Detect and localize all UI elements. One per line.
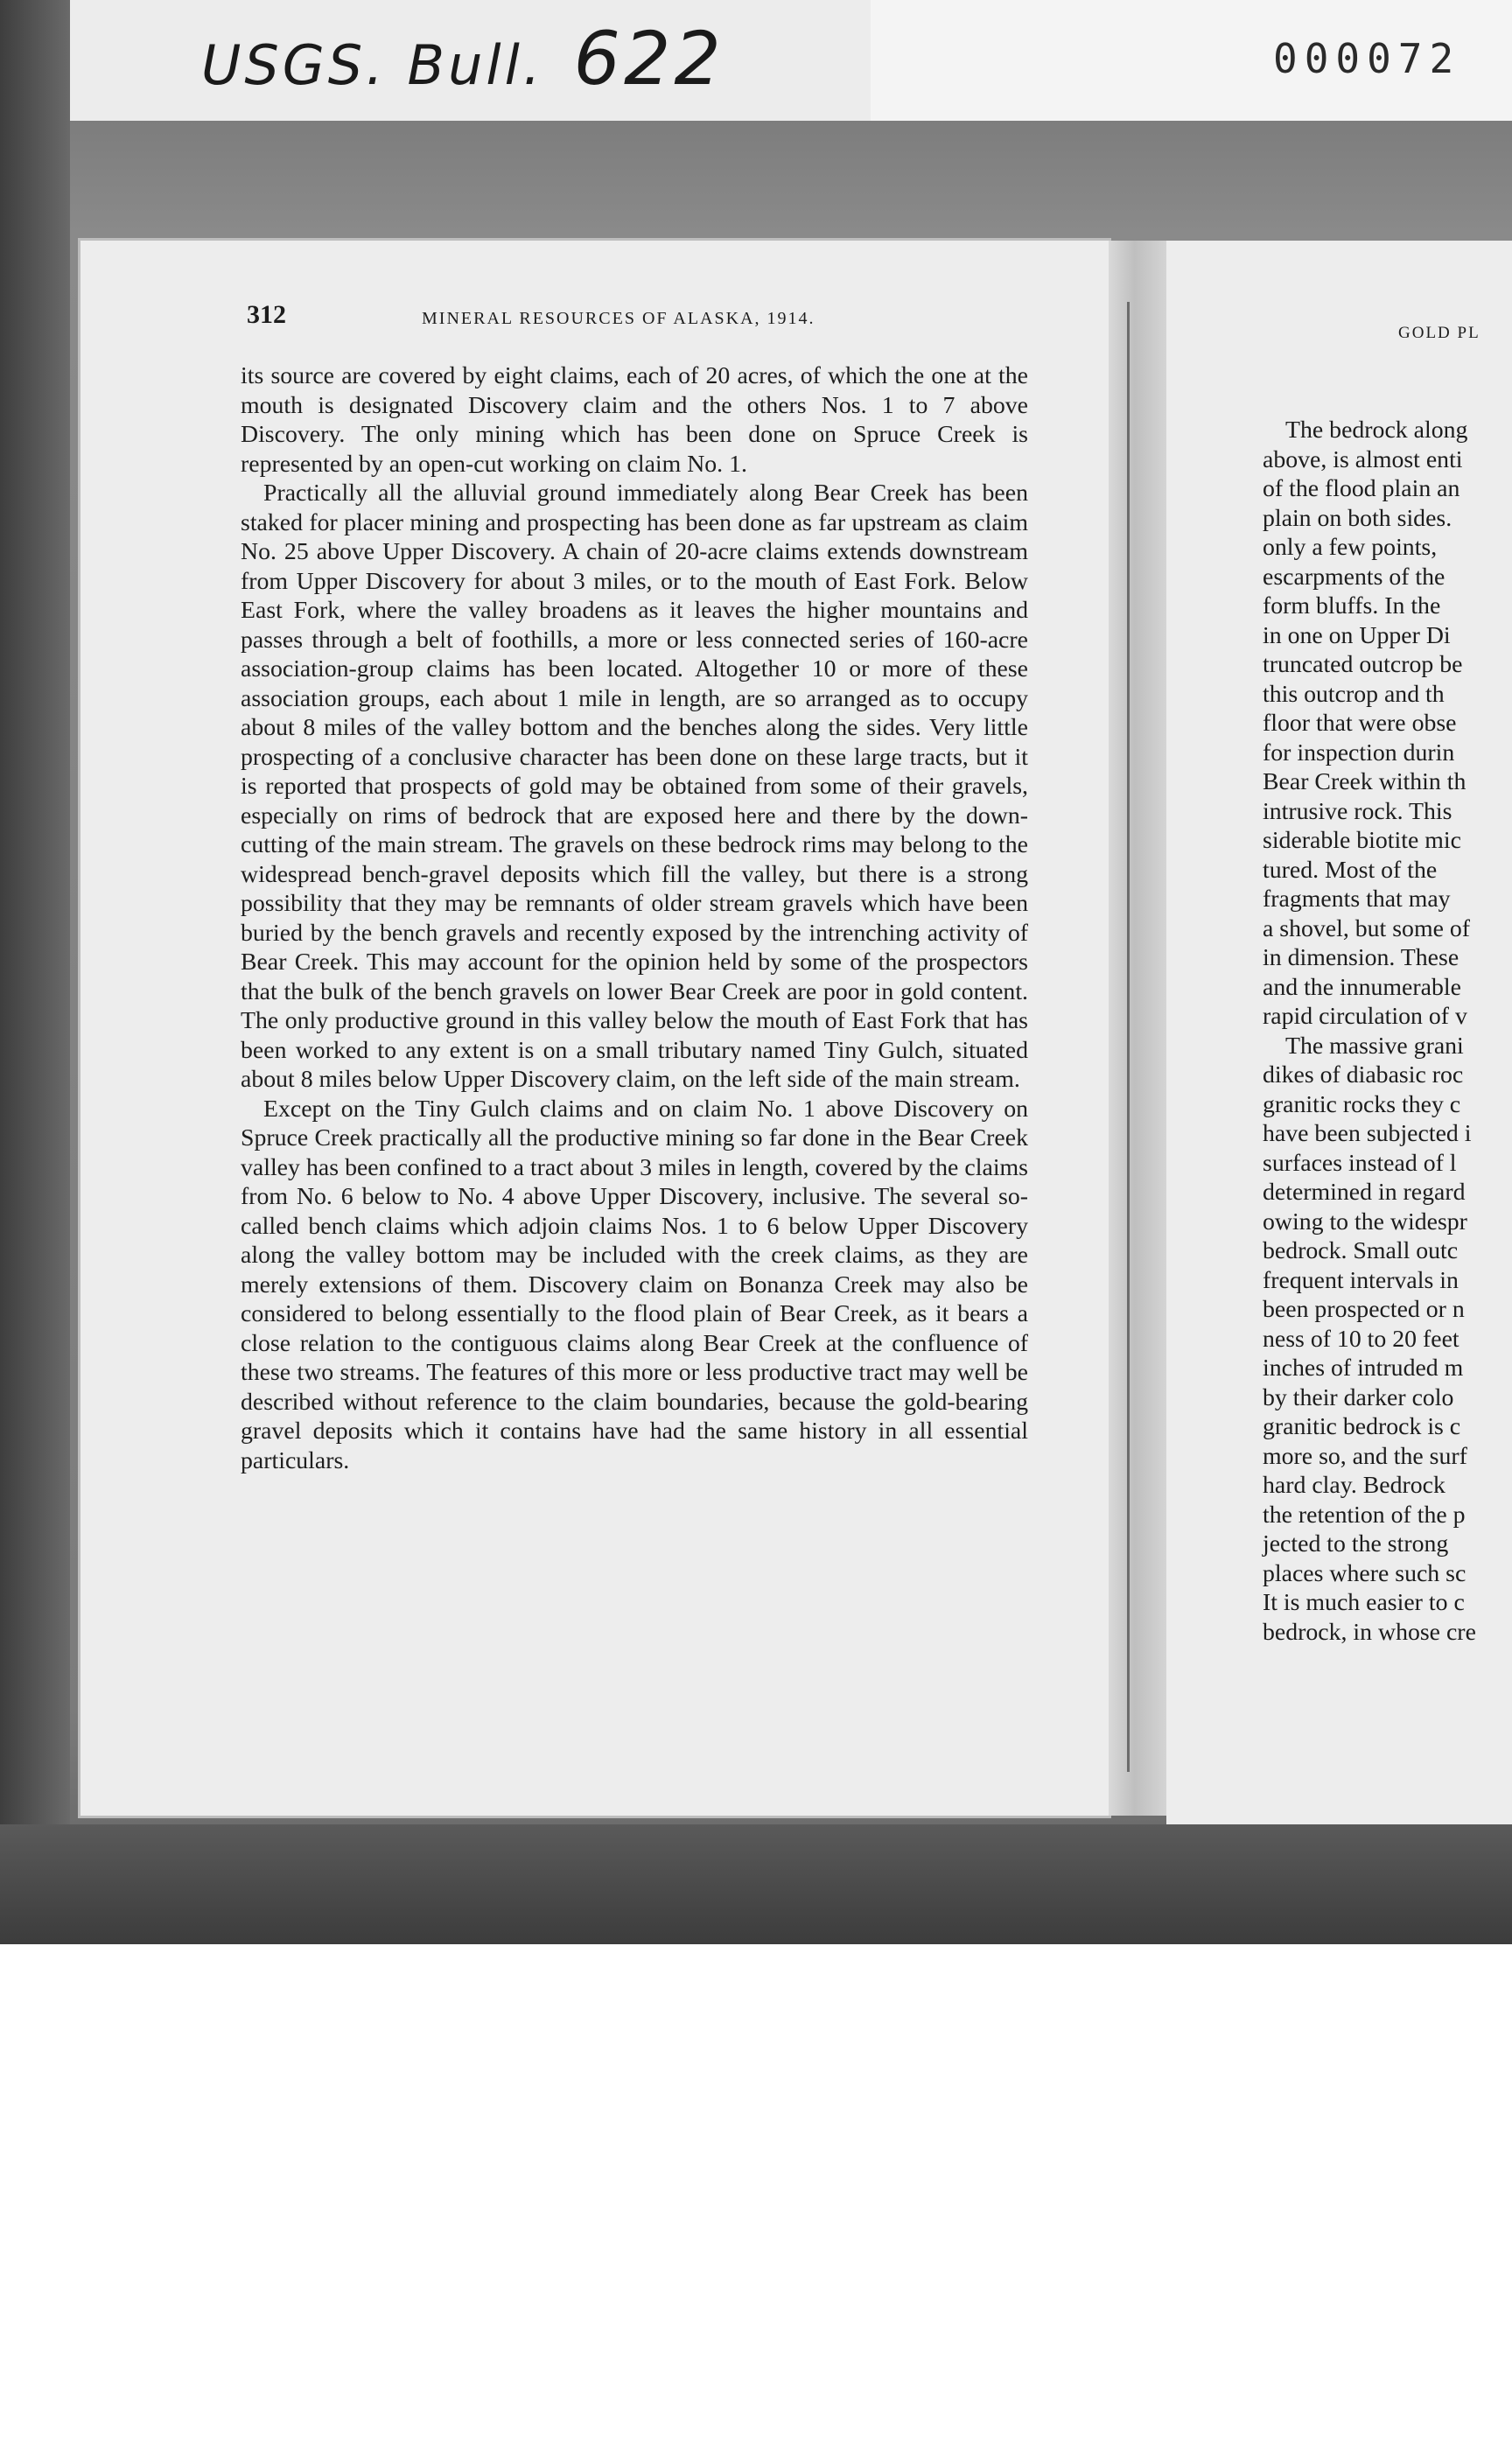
text-line: plain on both sides.: [1263, 504, 1452, 532]
scan-bottom-shadow: [0, 1824, 1512, 1944]
text-line: granitic bedrock is c: [1263, 1413, 1461, 1440]
paragraph: Except on the Tiny Gulch claims and on claim No. 1 above Discovery on Spruce Creek practically all the productive mining so far done in the Bear Creek valley has been confined to a tract about 3 miles in length, covered by the claims from No. 6 below to No. 4 above Upper Discovery, inclusive. The several so-called bench claims which adjoin claims Nos. 1 to 6 below Upper Discovery along the valley bottom may be included with the creek claims, as they are merely extensions of them. Discovery claim on Bonanza Creek may also be considered to belong essentially to the flood plain of Bear Creek, as it bears a close relation to the contiguous claims along Bear Creek at the confluence of these two streams. The features of this more or less productive tract may well be described without reference to the claim boundaries, because the gold-bearing gravel deposits which it contains have had the same history in all essential particulars.: [241, 1095, 1028, 1474]
text-line: for inspection durin: [1263, 738, 1455, 766]
left-page: [80, 241, 1109, 1816]
book-gutter: [1109, 241, 1166, 1816]
text-line: in dimension. These: [1263, 944, 1460, 971]
text-line: owing to the widespr: [1263, 1208, 1467, 1236]
text-line: It is much easier to c: [1263, 1589, 1465, 1616]
text-line: determined in regard: [1263, 1179, 1466, 1206]
archive-stamp: 000072: [1273, 35, 1461, 82]
text-line: ness of 10 to 20 feet: [1263, 1325, 1460, 1353]
label-strip: [70, 0, 871, 121]
text-line: intrusive rock. This: [1263, 797, 1452, 825]
text-line: Bear Creek within th: [1263, 768, 1466, 795]
text-line: this outcrop and th: [1263, 680, 1445, 708]
text-line: of the flood plain an: [1263, 475, 1460, 502]
scan-left-edge: [0, 0, 70, 1944]
text-line: the retention of the p: [1263, 1501, 1466, 1529]
handwritten-number: 622: [573, 16, 724, 102]
right-page-text: [1263, 416, 1512, 1647]
text-line: hard clay. Bedrock: [1263, 1472, 1446, 1499]
text-line: have been subjected i: [1263, 1120, 1472, 1147]
text-line: only a few points,: [1263, 534, 1438, 561]
text-line: escarpments of the: [1263, 563, 1446, 591]
text-line: and the innumerable: [1263, 973, 1461, 1001]
text-line: tured. Most of the: [1263, 856, 1438, 884]
text-line: inches of intruded m: [1263, 1354, 1464, 1382]
text-line: in one on Upper Di: [1263, 621, 1451, 649]
text-line: more so, and the surf: [1263, 1442, 1467, 1470]
text-line: granitic rocks they c: [1263, 1090, 1461, 1118]
text-line: The massive grani: [1285, 1032, 1464, 1060]
text-line: floor that were obse: [1263, 710, 1457, 737]
gutter-line: [1127, 302, 1130, 1772]
text-line: siderable biotite mic: [1263, 827, 1461, 854]
text-line: frequent intervals in: [1263, 1266, 1459, 1294]
body-text: [241, 361, 1028, 1475]
text-line: The bedrock along: [1285, 416, 1468, 444]
text-line: places where such sc: [1263, 1559, 1466, 1587]
text-line: form bluffs. In the: [1263, 592, 1441, 620]
text-line: a shovel, but some of: [1263, 914, 1471, 942]
handwritten-series: USGS. Bull.: [201, 33, 544, 97]
page-number: 312: [247, 300, 286, 329]
text-line: bedrock. Small outc: [1263, 1237, 1459, 1264]
text-line: surfaces instead of l: [1263, 1149, 1457, 1177]
running-head: MINERAL RESOURCES OF ALASKA, 1914.: [422, 309, 816, 328]
text-line: been prospected or n: [1263, 1296, 1465, 1323]
right-page: [1166, 241, 1512, 1824]
text-line: bedrock, in whose cre: [1263, 1618, 1476, 1646]
text-line: above, is almost enti: [1263, 445, 1463, 473]
text-line: truncated outcrop be: [1263, 651, 1463, 678]
right-running-head: GOLD PL: [1398, 324, 1480, 342]
text-line: jected to the strong: [1263, 1530, 1449, 1558]
paragraph: Practically all the alluvial ground immediately along Bear Creek has been staked for placer mining and prospecting has been done as far upstream as claim No. 25 above Upper Discovery. A chain of 20-acre claims extends downstream from Upper Discovery for about 3 miles, or to the mouth of East Fork. Below East Fork, where the valley broadens as it leaves the higher mountains and passes through a belt of foothills, a more or less connected series of 160-acre association-group claims has been located. Altogether 10 or more of these association groups, each about 1 mile in length, are so arranged as to occupy about 8 miles of the valley bottom and the benches along the sides. Very little prospecting of a conclusive character has been done on these large tracts, but it is reported that prospects of gold may be obtained from some of their gravels, especially on rims of bedrock that are exposed here and there by the down-cutting of the main stream. The gravels on these bedrock rims may belong to the widespread bench-gravel deposits which fill the valley, but there is a strong possibility that they may be remnants of older stream gravels which have been buried by the bench gravels and recently exposed by the intrenching activity of Bear Creek. This may account for the opinion held by some of the prospectors that the bulk of the bench gravels on lower Bear Creek are poor in gold content. The only productive ground in this valley below the mouth of East Fork that has been worked to any extent is on a small tributary named Tiny Gulch, situated about 8 miles below Upper Discovery claim, on the left side of the main stream.: [241, 480, 1028, 1093]
paragraph: its source are covered by eight claims, each of 20 acres, of which the one at the mouth is designated Discovery claim and the others Nos. 1 to 7 above Discovery. The only mining which has been done on Spruce Creek is represented by an open-cut working on claim No. 1.: [241, 362, 1028, 478]
handwritten-label: [201, 16, 724, 102]
text-line: fragments that may: [1263, 886, 1451, 913]
text-line: by their darker colo: [1263, 1383, 1454, 1411]
text-line: dikes of diabasic roc: [1263, 1061, 1464, 1088]
text-line: rapid circulation of v: [1263, 1003, 1467, 1030]
